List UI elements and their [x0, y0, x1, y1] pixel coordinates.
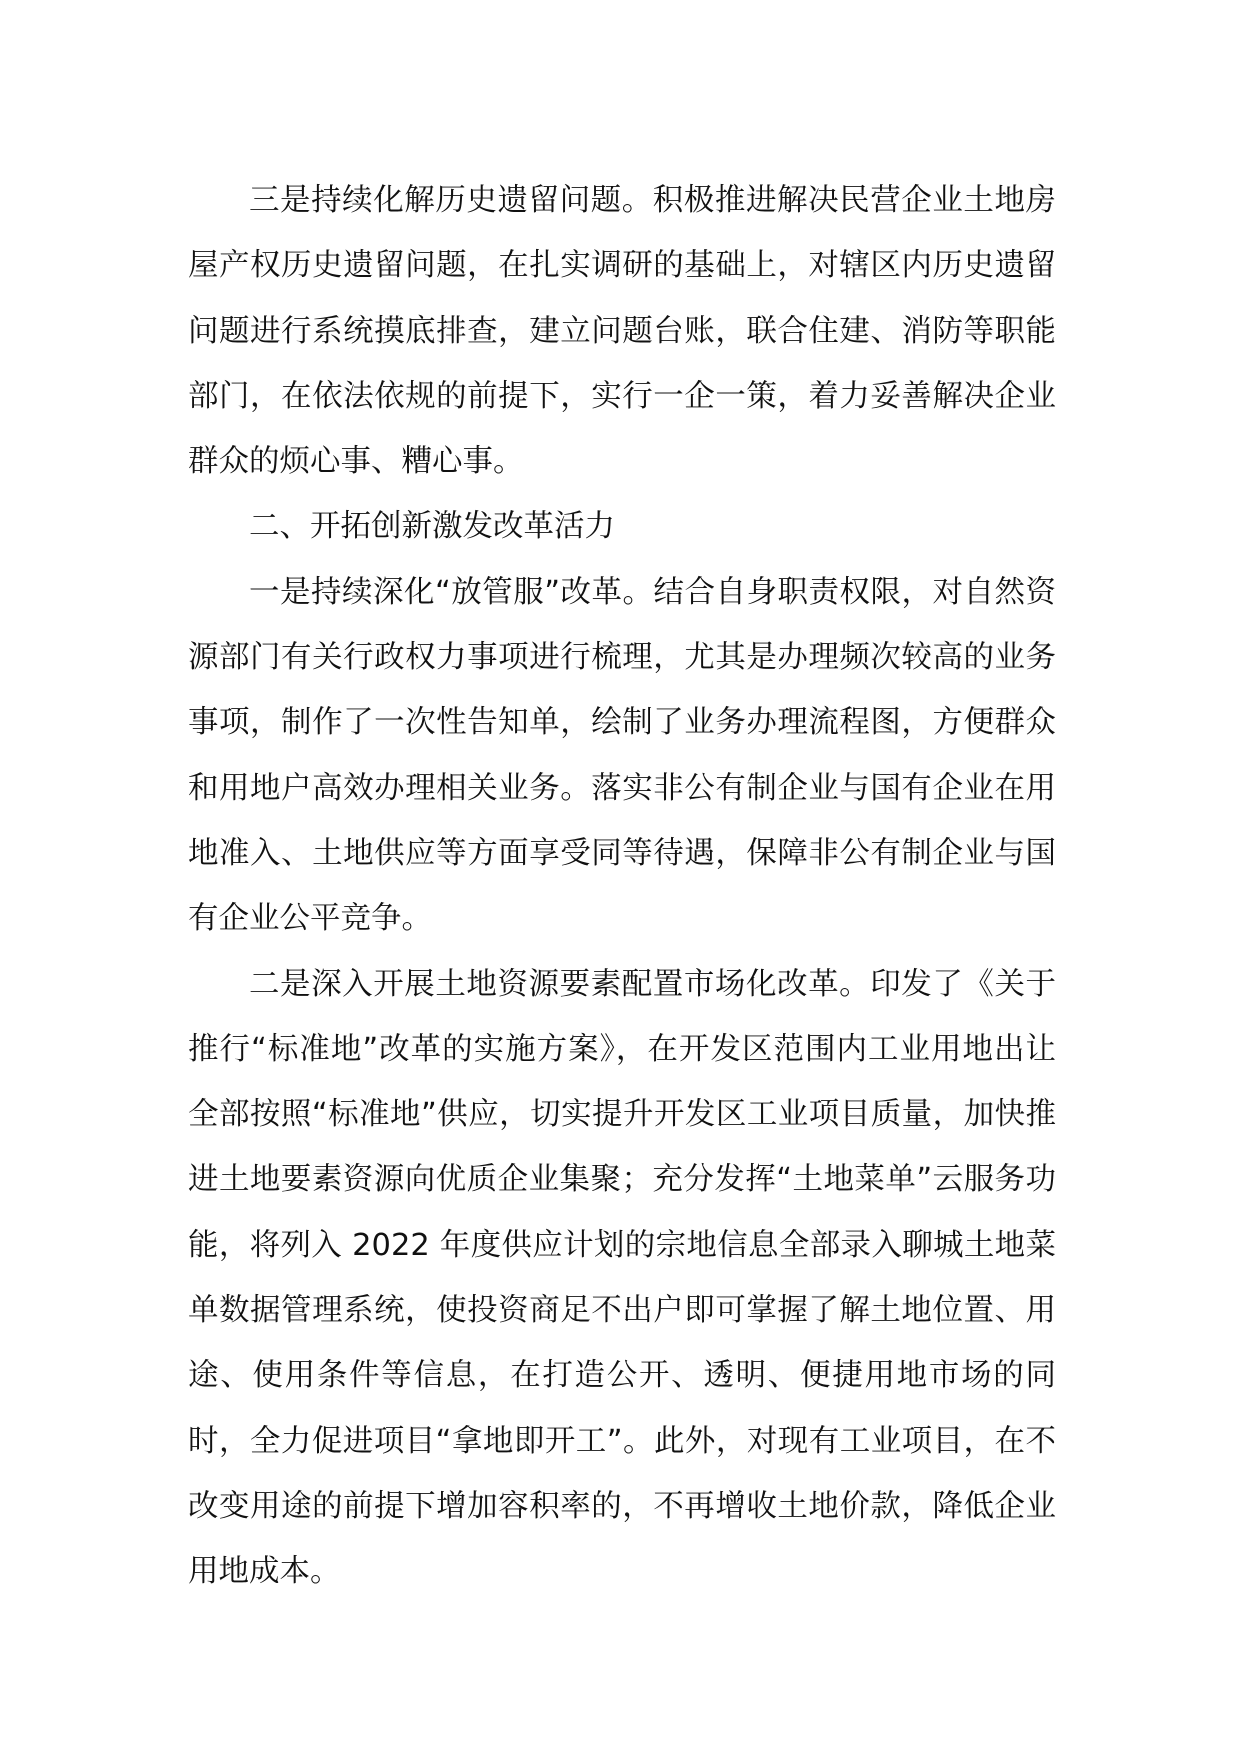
paragraph-resolve-legacy-issues: 三是持续化解历史遗留问题。积极推进解决民营企业土地房屋产权历史遗留问题，在扎实调研的基础上，对辖区内历史遗留问题进行系统摸底排查，建立问题台账，联合住建、消防等职能部门，在依法依规的前提下，实行一企一策，着力妥善解决企业群众的烦心事、糟心事。 — [188, 183, 1056, 480]
paragraph-fangguanfu-reform: 一是持续深化“放管服”改革。结合自身职责权限，对自然资源部门有关行政权力事项进行梳理，尤其是办理频次较高的业务事项，制作了一次性告知单，绘制了业务办理流程图，方便群众和用地户高效办理相关业务。落实非公有制企业与国有企业在用地准入、土地供应等方面享受同等待遇，保障非公有制企业与国有企业公平竞争。 — [188, 574, 1056, 937]
document-body — [188, 168, 1056, 1605]
section-heading-reform: 二、开拓创新激发改革活力 — [249, 509, 615, 545]
paragraph-land-market-reform: 二是深入开展土地资源要素配置市场化改革。印发了《关于推行“标准地”改革的实施方案》，在开发区范围内工业用地出让全部按照“标准地”供应，切实提升开发区工业项目质量，加快推进土地要素资源向优质企业集聚；充分发挥“土地菜单”云服务功能，将列入 2022 年度供应计划的宗地信息全部录入聊城土地菜单数据管理系统，使投资商足不出户即可掌握了解土地位置、用途、使用条件等信息，在打造公开、透明、便捷用地市场的同时，全力促进项目“拿地即开工”。此外，对现有工业项目，在不改变用途的前提下增加容积率的，不再增收土地价款，降低企业用地成本。 — [188, 966, 1056, 1590]
